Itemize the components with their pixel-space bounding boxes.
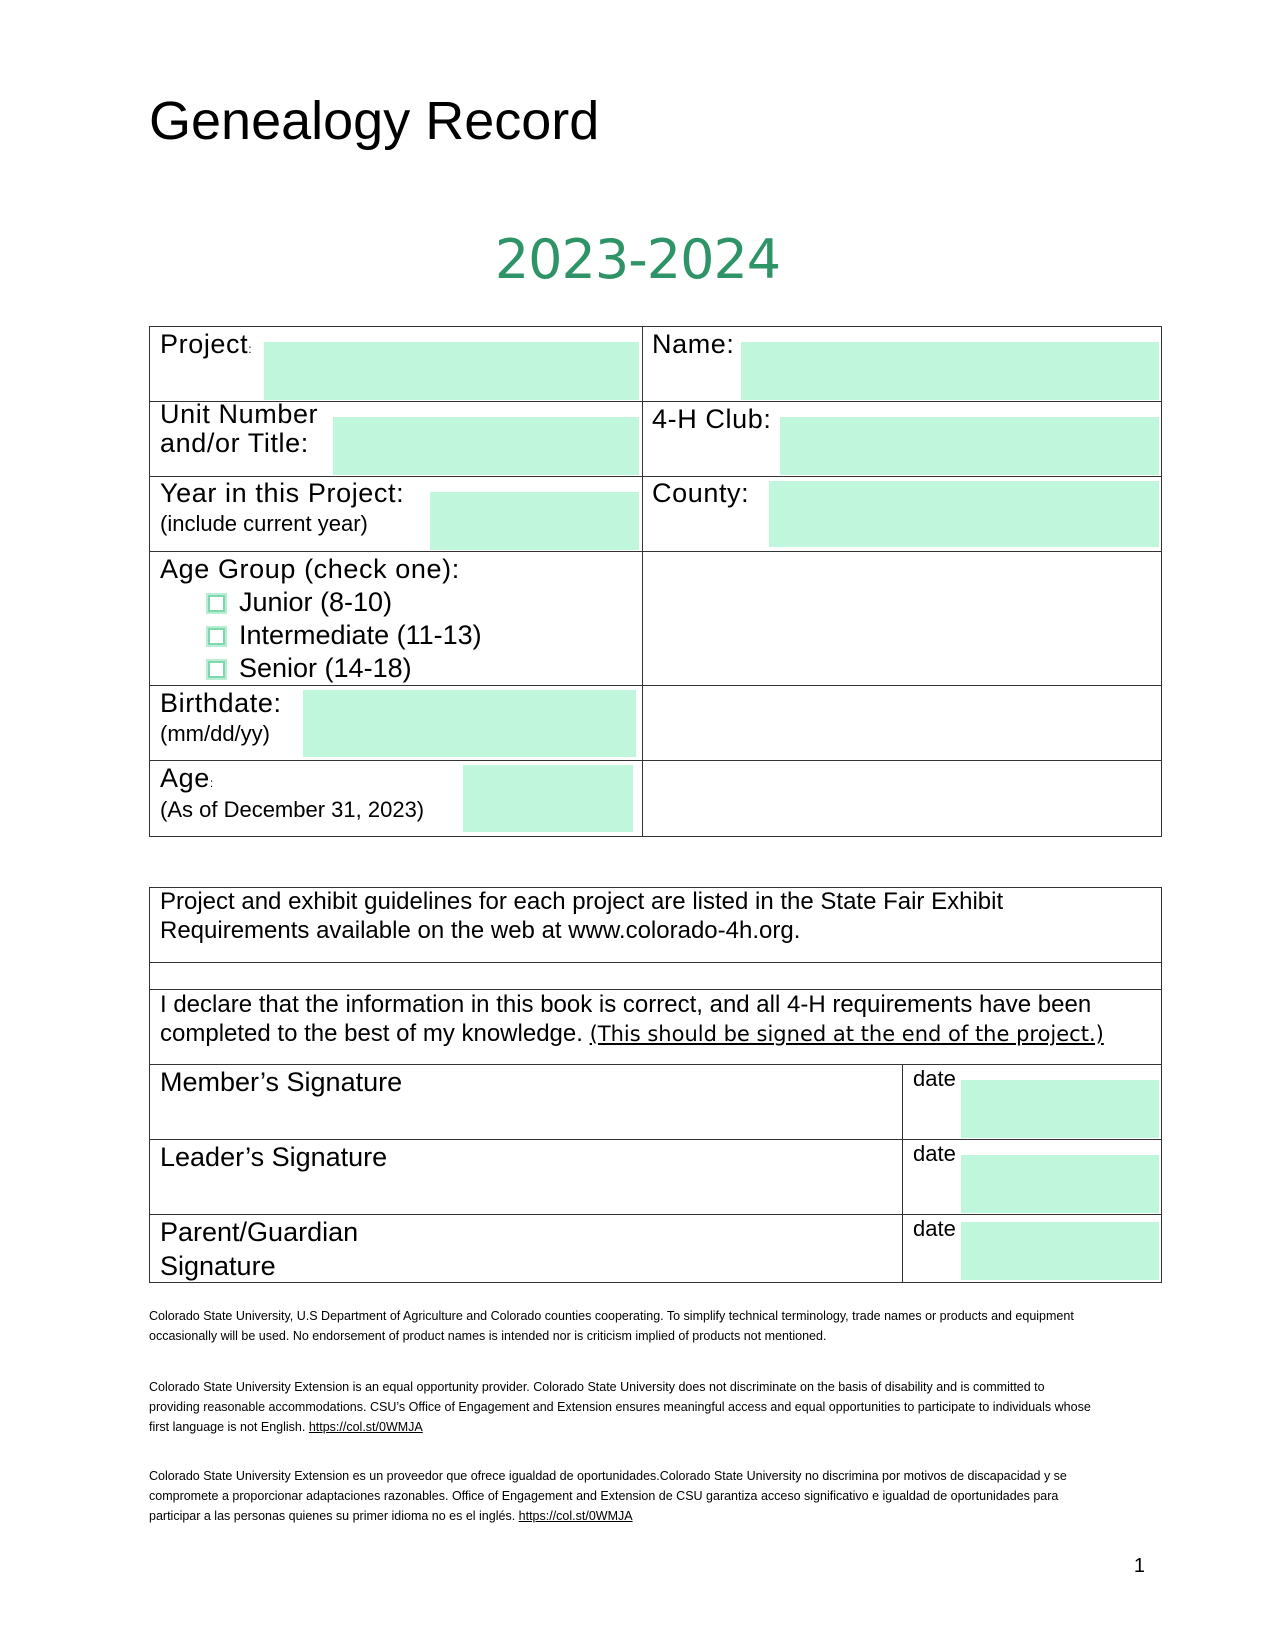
footer-paragraph-2: [149, 1377, 1139, 1437]
project-field[interactable]: [264, 342, 639, 400]
age-label: [160, 762, 214, 794]
footer-p3-line3: [149, 1506, 1139, 1526]
row-divider: [149, 1064, 1162, 1065]
row-divider: [149, 760, 1162, 761]
year-hint: (include current year): [160, 511, 368, 536]
parent-signature-label-line2: Signature: [160, 1251, 276, 1281]
row-divider: [149, 685, 1162, 686]
junior-label: Junior (8-10): [239, 587, 393, 617]
project-label-text: Project: [160, 329, 249, 359]
age-field[interactable]: [463, 765, 633, 832]
senior-checkbox[interactable]: [206, 659, 227, 680]
club-label: 4-H Club:: [652, 404, 772, 434]
guidelines-line1: Project and exhibit guidelines for each project are listed in the State Fair Exhibit: [160, 888, 1004, 915]
member-date-field[interactable]: [961, 1080, 1159, 1138]
parent-date-label: date: [913, 1216, 956, 1241]
leader-date-label: date: [913, 1141, 956, 1166]
age-group-label: Age Group (check one):: [160, 554, 460, 584]
project-label: [160, 328, 252, 360]
age-group-option-junior[interactable]: [206, 586, 392, 618]
signature-date-divider: [902, 1064, 903, 1283]
project-colon: :: [248, 342, 253, 356]
junior-checkbox[interactable]: [206, 593, 227, 614]
declare-line1: I declare that the information in this book is correct, and all 4-H requirements have been: [160, 991, 1092, 1018]
footer-p1-line1: Colorado State University, U.S Department of Agriculture and Colorado counties cooperating. To simplify technical terminology, trade names or products and equipment: [149, 1309, 1074, 1323]
footer-p3-line3-text: participar a las personas quienes su primer idioma no es el inglés.: [149, 1509, 516, 1523]
row-divider: [149, 1214, 1162, 1215]
page-title: Genealogy Record: [149, 91, 600, 151]
parent-date-field[interactable]: [961, 1222, 1159, 1280]
birthdate-hint: (mm/dd/yy): [160, 721, 270, 746]
age-group-option-intermediate[interactable]: [206, 619, 482, 651]
footer-link-spanish[interactable]: https://col.st/0WMJA: [518, 1509, 633, 1523]
birthdate-field[interactable]: [303, 690, 636, 757]
footer-paragraph-1: [149, 1306, 1139, 1346]
intermediate-checkbox[interactable]: [206, 626, 227, 647]
row-divider: [149, 1139, 1162, 1140]
footer-p2-line3: [149, 1417, 1139, 1437]
name-field[interactable]: [741, 342, 1159, 400]
declare-text: completed to the best of my knowledge.: [160, 1020, 583, 1047]
declare-note: (This should be signed at the end of the project.): [589, 1022, 1104, 1046]
footer-p2-line2: providing reasonable accommodations. CSU’s Office of Engagement and Extension ensures meaningful access and equal opportunities to participate to individuals whose: [149, 1400, 1091, 1414]
age-label-text: Age: [160, 763, 210, 793]
unit-label-line1: Unit Number: [160, 399, 319, 429]
row-divider: [149, 962, 1162, 963]
intermediate-label: Intermediate (11-13): [239, 620, 482, 650]
name-label: Name:: [652, 329, 735, 359]
footer-link-english[interactable]: https://col.st/0WMJA: [308, 1420, 423, 1434]
birthdate-label: Birthdate:: [160, 688, 282, 718]
guidelines-line2: Requirements available on the web at www.colorado-4h.org.: [160, 917, 801, 944]
footer-p3-line1: Colorado State University Extension es un proveedor que ofrece igualdad de oportunidades.Colorado State University no discrimina por motivos de discapacidad y se: [149, 1469, 1067, 1483]
county-label: County:: [652, 478, 750, 508]
declare-line2: [160, 1020, 1104, 1049]
footer-p2-line1: Colorado State University Extension is an equal opportunity provider. Colorado State University does not discriminate on the basis of disability and is committed to: [149, 1380, 1045, 1394]
footer-paragraph-3: [149, 1466, 1139, 1526]
leader-signature-label: Leader’s Signature: [160, 1142, 388, 1172]
unit-field[interactable]: [333, 417, 639, 475]
page-number: 1: [1133, 1555, 1145, 1577]
program-years: 2023-2024: [494, 228, 781, 291]
footer-p1-line2: occasionally will be used. No endorsement of product names is intended nor is criticism implied of products not mentioned.: [149, 1329, 827, 1343]
footer-p3-line2: compromete a proporcionar adaptaciones razonables. Office of Engagement and Extension de CSU garantiza acceso significativo e igualdad de oportunidades para: [149, 1489, 1059, 1503]
member-signature-label: Member’s Signature: [160, 1067, 403, 1097]
year-field[interactable]: [430, 492, 639, 550]
footer-p2-line3-text: first language is not English.: [149, 1420, 306, 1434]
age-hint: (As of December 31, 2023): [160, 797, 425, 822]
row-divider: [149, 989, 1162, 990]
county-field[interactable]: [769, 481, 1159, 547]
senior-label: Senior (14-18): [239, 653, 412, 683]
year-label: Year in this Project:: [160, 478, 405, 508]
unit-label-line2: and/or Title:: [160, 428, 309, 458]
age-colon: :: [209, 776, 214, 790]
age-group-option-senior[interactable]: [206, 652, 412, 684]
member-date-label: date: [913, 1066, 956, 1091]
leader-date-field[interactable]: [961, 1155, 1159, 1213]
club-field[interactable]: [780, 417, 1159, 475]
parent-signature-label-line1: Parent/Guardian: [160, 1217, 359, 1247]
row-divider: [149, 551, 1162, 552]
